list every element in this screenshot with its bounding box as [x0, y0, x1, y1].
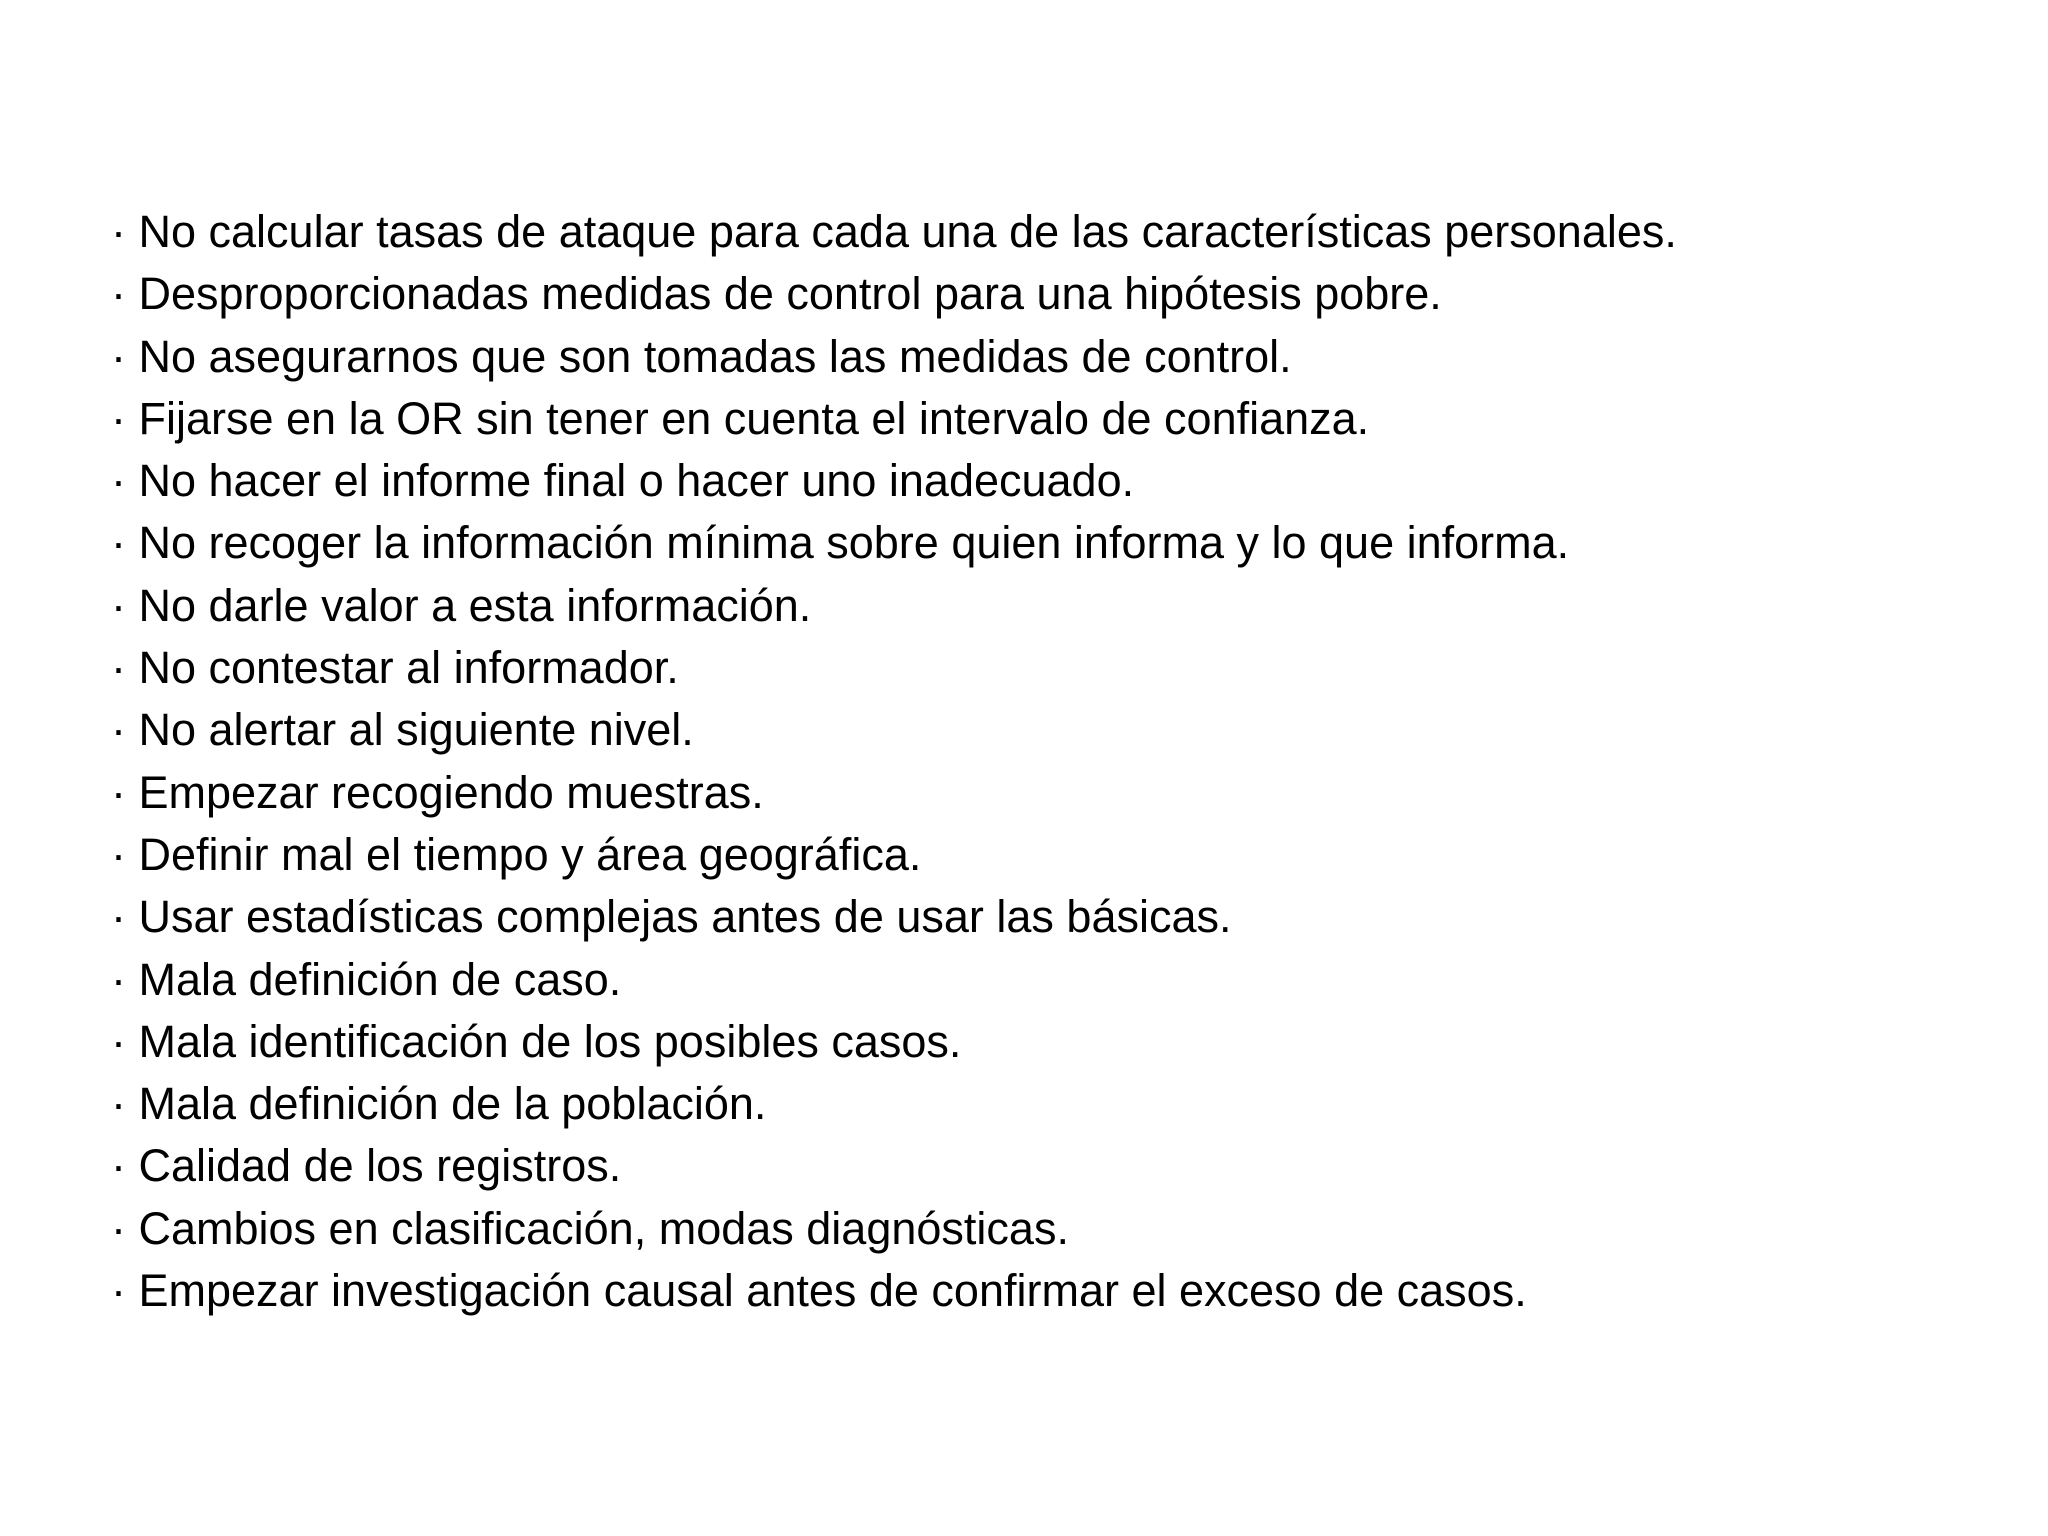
list-item: · No darle valor a esta información.: [111, 579, 812, 631]
list-item: · Cambios en clasificación, modas diagnósticas.: [111, 1202, 1069, 1254]
list-item: · Mala identificación de los posibles casos.: [111, 1015, 962, 1067]
list-item: · Calidad de los registros.: [111, 1140, 622, 1192]
list-item: · Mala definición de caso.: [111, 953, 622, 1005]
list-item: · Empezar investigación causal antes de confirmar el exceso de casos.: [111, 1265, 1527, 1317]
list-item: · Desproporcionadas medidas de control para una hipótesis pobre.: [111, 268, 1442, 320]
list-item: · No recoger la información mínima sobre quien informa y lo que informa.: [111, 517, 1570, 569]
list-item: · Empezar recogiendo muestras.: [111, 766, 764, 818]
list-item: · Fijarse en la OR sin tener en cuenta el intervalo de confianza.: [111, 392, 1370, 444]
bullet-list: [111, 201, 1991, 1322]
list-item: · No calcular tasas de ataque para cada una de las características personales.: [111, 206, 1677, 257]
list-item: · Usar estadísticas complejas antes de usar las básicas.: [111, 891, 1232, 943]
list-item: · Mala definición de la población.: [111, 1078, 767, 1130]
list-item: · No asegurarnos que son tomadas las medidas de control.: [111, 330, 1292, 382]
list-item: · No hacer el informe final o hacer uno inadecuado.: [111, 455, 1135, 507]
list-item: · No contestar al informador.: [111, 642, 679, 694]
list-item: · Definir mal el tiempo y área geográfica.: [111, 828, 922, 880]
list-item: · No alertar al siguiente nivel.: [111, 704, 694, 756]
